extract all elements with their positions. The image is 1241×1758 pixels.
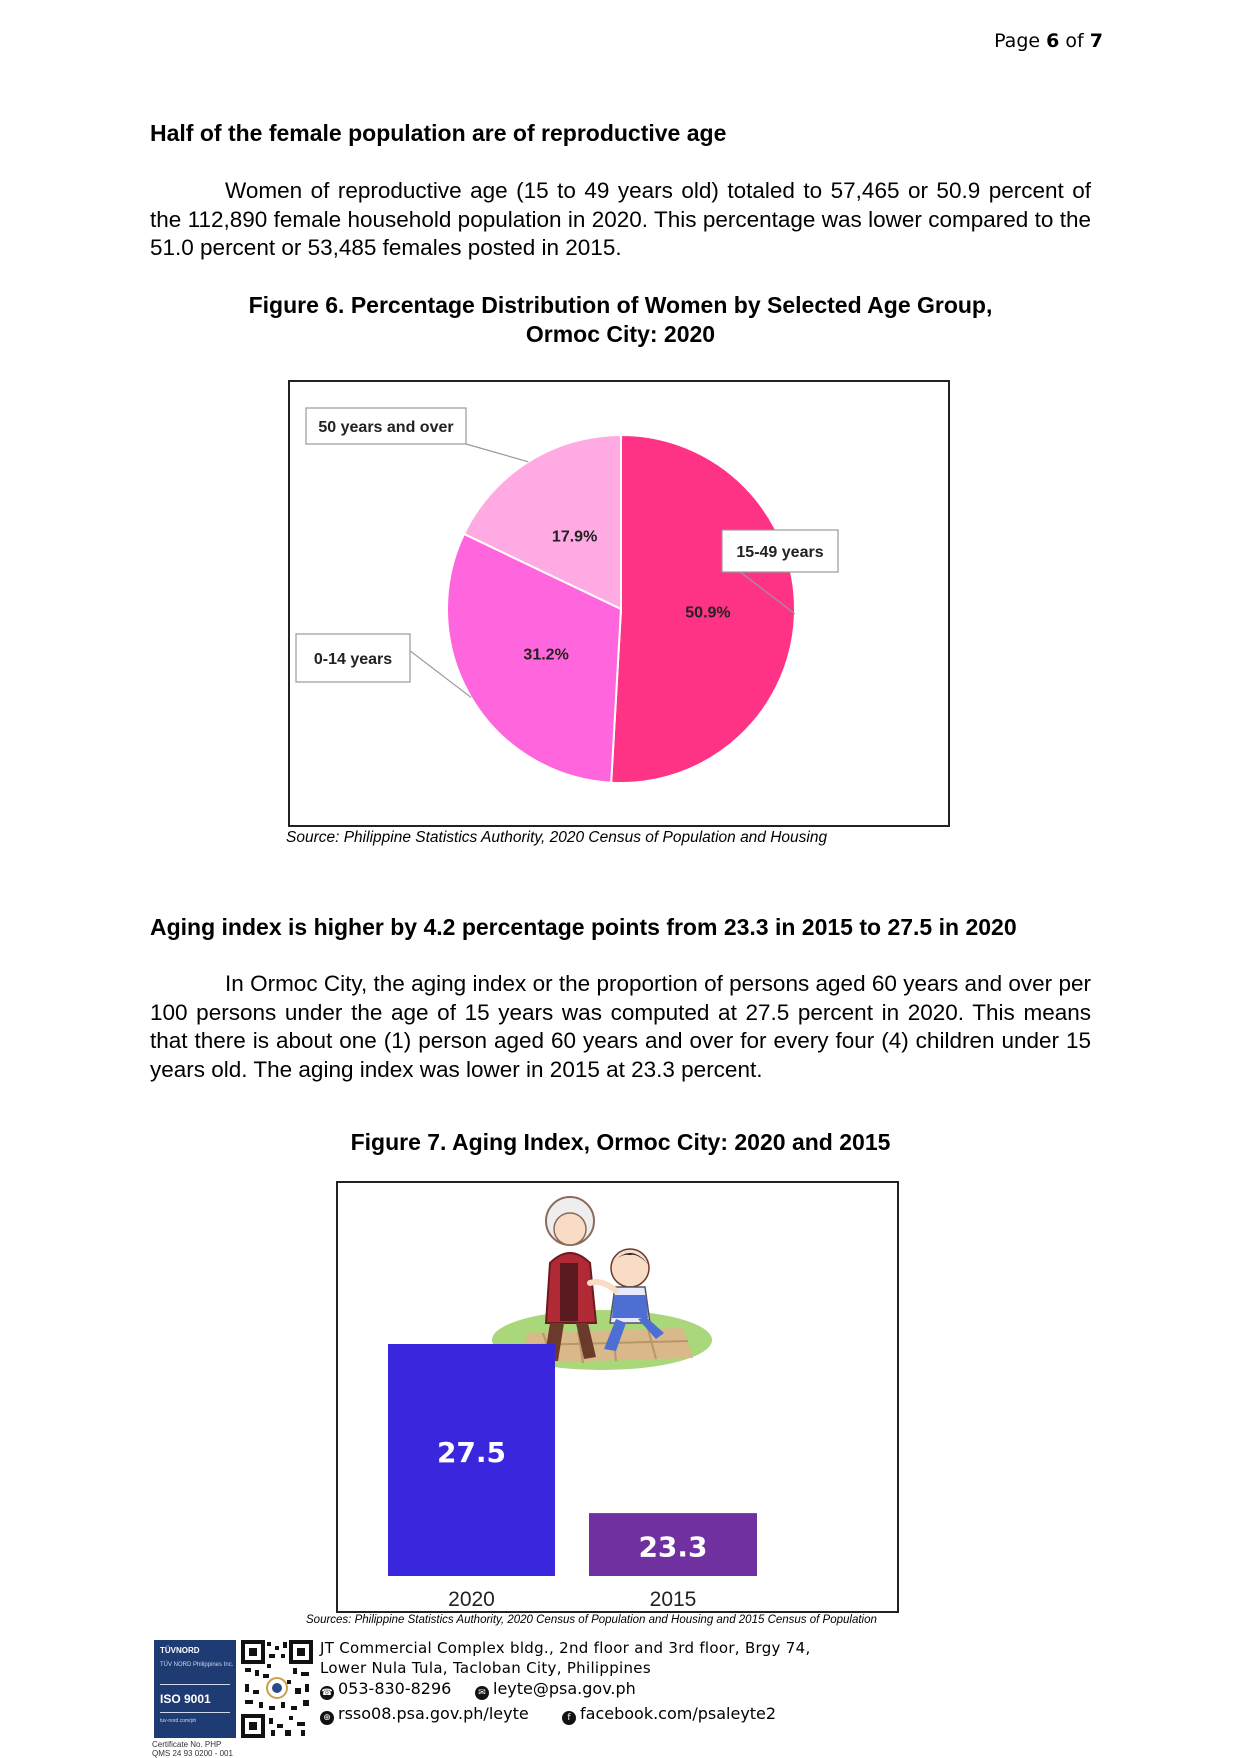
figure7-bar-chart: [336, 1181, 899, 1613]
pie-category-label: 0-14 years: [313, 651, 393, 668]
bar-category-label: 2015: [649, 1588, 697, 1611]
section-title-aging-index: Aging index is higher by 4.2 percentage points from 23.3 in 2015 to 27.5 in 2020: [150, 914, 1017, 940]
certificate-number: Certificate No. PHP QMS 24 93 0200 - 001: [152, 1740, 233, 1758]
office-address: JT Commercial Complex bldg., 2nd floor and 3rd floor, Brgy 74, Lower Nula Tula, Tacloban City, Philippines: [320, 1639, 811, 1677]
email-contact[interactable]: ✉ leyte@psa.gov.ph: [475, 1679, 636, 1700]
pie-percent-label: 50.9%: [685, 604, 731, 622]
callout-leader-line: [466, 444, 528, 462]
figure6-title: Figure 6. Percentage Distribution of Women by Selected Age Group, Ormoc City: 2020: [248, 292, 993, 347]
pie-category-label: 15-49 years: [736, 544, 824, 561]
bar-value-label: 27.5: [436, 1436, 507, 1469]
figure7-source: Sources: Philippine Statistics Authority, 2020 Census of Population and Housing and 2015 Census of Population: [306, 1614, 877, 1626]
section-title-reproductive-age: Half of the female population are of reproductive age: [150, 120, 727, 146]
globe-icon: ⊕: [320, 1711, 334, 1725]
paragraph-aging-index: In Ormoc City, the aging index or the proportion of persons aged 60 years and over per 100 persons under the age of 15 years was computed at 27.5 percent in 2020. This means that there is about one (1) person aged 60 years and over for every four (4) children under 15 years old. The aging index was lower in 2015 at 23.3 percent.: [150, 971, 1091, 1082]
phone-contact: ☎ 053-830-8296: [321, 1679, 452, 1698]
tuv-nord-iso-logo: TÜVNORD TÜV NORD Philippines Inc. ISO 9001 tuv-nord.com/ph: [154, 1640, 236, 1738]
figure6-pie-chart: [288, 380, 950, 827]
pie-percent-label: 17.9%: [551, 528, 598, 546]
qr-code-icon: [241, 1640, 313, 1738]
facebook-contact[interactable]: f facebook.com/psaleyte2: [562, 1704, 776, 1725]
paragraph-reproductive-age: Women of reproductive age (15 to 49 years old) totaled to 57,465 or 50.9 percent of the 112,890 female household population in 2020. This percentage was lower compared to the 51.0 percent or 53,485 females posted in 2015.: [150, 178, 1091, 260]
phone-icon: ☎: [321, 1688, 333, 1698]
footer: [150, 1639, 950, 1758]
facebook-icon: f: [562, 1711, 576, 1725]
page-number: Page 6 of 7: [994, 30, 1103, 52]
bar-category-label: 2020: [448, 1588, 495, 1611]
figure6-source: Source: Philippine Statistics Authority, 2020 Census of Population and Housing: [286, 829, 828, 846]
pie-percent-label: 31.2%: [523, 646, 569, 664]
email-icon: ✉: [475, 1686, 489, 1700]
pie-category-label: 50 years and over: [318, 419, 454, 436]
website-contact[interactable]: ⊕ rsso08.psa.gov.ph/leyte: [320, 1704, 529, 1725]
bar-value-label: 23.3: [638, 1530, 708, 1564]
bar-chart-svg: [338, 1183, 899, 1613]
pie-chart-svg: [290, 382, 952, 829]
figure7-title: Figure 7. Aging Index, Ormoc City: 2020 and 2015: [350, 1129, 891, 1155]
